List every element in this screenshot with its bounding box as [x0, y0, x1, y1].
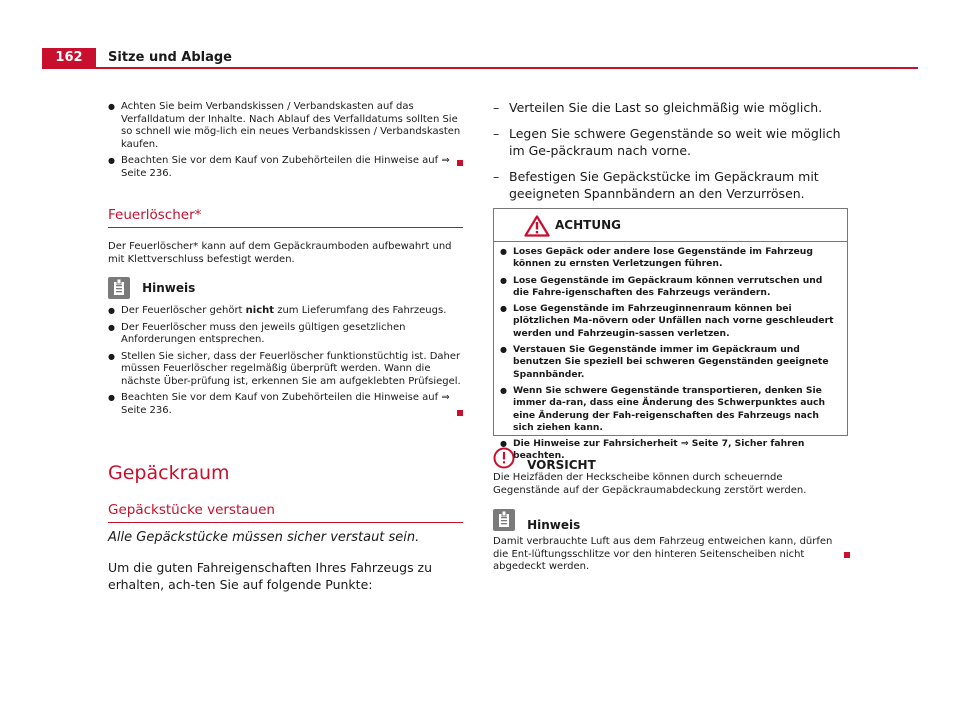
feuer-heading: Feuerlöscher*: [108, 206, 463, 228]
list-item: ● Loses Gepäck oder andere lose Gegenstände im Fahrzeug können zu ernsten Verletzungen führen.: [500, 246, 813, 270]
list-item: ● Beachten Sie vor dem Kauf von Zubehörteilen die Hinweise auf ⇒ Seite 236.: [108, 155, 450, 179]
note-icon: [493, 509, 515, 531]
list-item: – Verteilen Sie die Last so gleichmäßig wie möglich.: [493, 100, 823, 115]
lead-text: Alle Gepäckstücke müssen sicher verstaut sein.: [108, 530, 420, 545]
warning-triangle-icon: [524, 215, 550, 237]
warning-body: [494, 242, 847, 463]
dash-icon: –: [493, 126, 500, 141]
note-label: Hinweis: [527, 518, 581, 532]
list-item: ● Stellen Sie sicher, dass der Feuerlöscher funktionstüchtig ist. Daher müssen Feuerlöscher regelmäßig überprüft werden. Wann die nächste Über-prüfung ist, erkennen Sie am aufgeklebten Prüfsiegel.: [108, 350, 461, 387]
dash-icon: –: [493, 169, 500, 184]
note-label: Hinweis: [142, 281, 196, 295]
list-item: – Legen Sie schwere Gegenstände so weit wie möglich im Ge-päckraum nach vorne.: [493, 126, 841, 158]
note-header: [108, 277, 195, 299]
intro-bullets: [108, 101, 463, 180]
end-mark-icon: [457, 410, 463, 416]
list-item: ● Lose Gegenstände im Fahrzeuginnenraum können bei plötzlichen Ma-növern oder Unfällen nach vorne geschleudert werden und Fahrzeugin-sassen verletzen.: [500, 303, 834, 339]
end-mark-icon: [844, 552, 850, 558]
list-item: ● Die Hinweise zur Fahrsicherheit ⇒ Seite 7, Sicher fahren beachten.: [500, 438, 805, 462]
list-item: ● Verstauen Sie Gegenstände immer im Gepäckraum und benutzen Sie speziell bei schweren Gegenständen geeignete Spannbänder.: [500, 344, 829, 380]
end-mark-icon: [457, 160, 463, 166]
dash-list: [493, 99, 848, 202]
list-item: ● Achten Sie beim Verbandskissen / Verbandskasten auf das Verfalldatum der Inhalte. Nach Ablauf des Verfalldatums sollten Sie so schnell wie mög-lich ein neues Verbandskissen / Verbandskasten kaufen.: [108, 101, 461, 150]
bullet-icon: ●: [108, 322, 115, 332]
caution-text: Die Heizfäden der Heckscheibe können durch scheuernde Gegenstände auf der Gepäckraumabdeckung zerstört werden.: [493, 472, 807, 496]
bullet-icon: ●: [108, 393, 115, 402]
bullet-icon: ●: [108, 156, 115, 165]
bullet-icon: ●: [108, 306, 115, 315]
list-item: ● Der Feuerlöscher gehört nicht zum Lieferumfang des Fahrzeugs.: [108, 305, 447, 316]
warning-header: [494, 209, 847, 242]
warning-label: ACHTUNG: [555, 218, 621, 232]
bullet-icon: ●: [500, 247, 507, 256]
bullet-icon: ●: [500, 275, 507, 285]
bullet-icon: ●: [500, 304, 507, 314]
note-icon: [108, 277, 130, 299]
feuer-text: Der Feuerlöscher* kann auf dem Gepäckraumboden aufbewahrt und mit Klettverschluss befestigt werden.: [108, 241, 452, 265]
caution-exclamation-icon: [493, 447, 515, 469]
bullet-icon: ●: [108, 351, 115, 361]
header-rule: [42, 67, 918, 69]
sub-heading: Gepäckstücke verstauen: [108, 501, 463, 523]
list-item: – Befestigen Sie Gepäckstücke im Gepäckraum mit geeigneten Spannbändern an den Verzurrösen.: [493, 169, 819, 201]
dash-icon: –: [493, 100, 500, 115]
list-item: ● Beachten Sie vor dem Kauf von Zubehörteilen die Hinweise auf ⇒ Seite 236.: [108, 392, 450, 416]
bullet-icon: ●: [500, 385, 507, 395]
caution-header: [493, 447, 596, 472]
bullet-icon: ●: [500, 345, 507, 355]
warning-box: [493, 208, 848, 462]
page-number: 162: [42, 48, 96, 68]
note-bullets: [108, 305, 463, 417]
list-item: ● Der Feuerlöscher muss den jeweils gültigen gesetzlichen Anforderungen entsprechen.: [108, 321, 406, 345]
list-item: ● Wenn Sie schwere Gegenstände transportieren, denken Sie immer da-ran, dass eine Änderung des Schwerpunktes auch eine Änderung der Fah-reigenschaften des Fahrzeugs nach sich ziehen kann.: [500, 384, 826, 433]
caution-label: VORSICHT: [527, 458, 596, 472]
list-item: ● Lose Gegenstände im Gepäckraum können verrutschen und die Fahre-igenschaften des Fahrzeugs verändern.: [500, 274, 823, 298]
section-title: Sitze und Ablage: [108, 50, 233, 65]
note-header-right: [493, 509, 580, 531]
main-heading: Gepäckraum: [108, 462, 230, 484]
bullet-icon: ●: [108, 102, 115, 111]
body-text: Um die guten Fahreigenschaften Ihres Fahrzeugs zu erhalten, ach-ten Sie auf folgende Punkte:: [108, 560, 433, 592]
note-text-right: Damit verbrauchte Luft aus dem Fahrzeug entweichen kann, dürfen die Ent-lüftungsschlitze vor den hinteren Seitenscheiben nicht abgedeckt werden.: [493, 536, 833, 572]
bullet-icon: ●: [500, 439, 507, 449]
